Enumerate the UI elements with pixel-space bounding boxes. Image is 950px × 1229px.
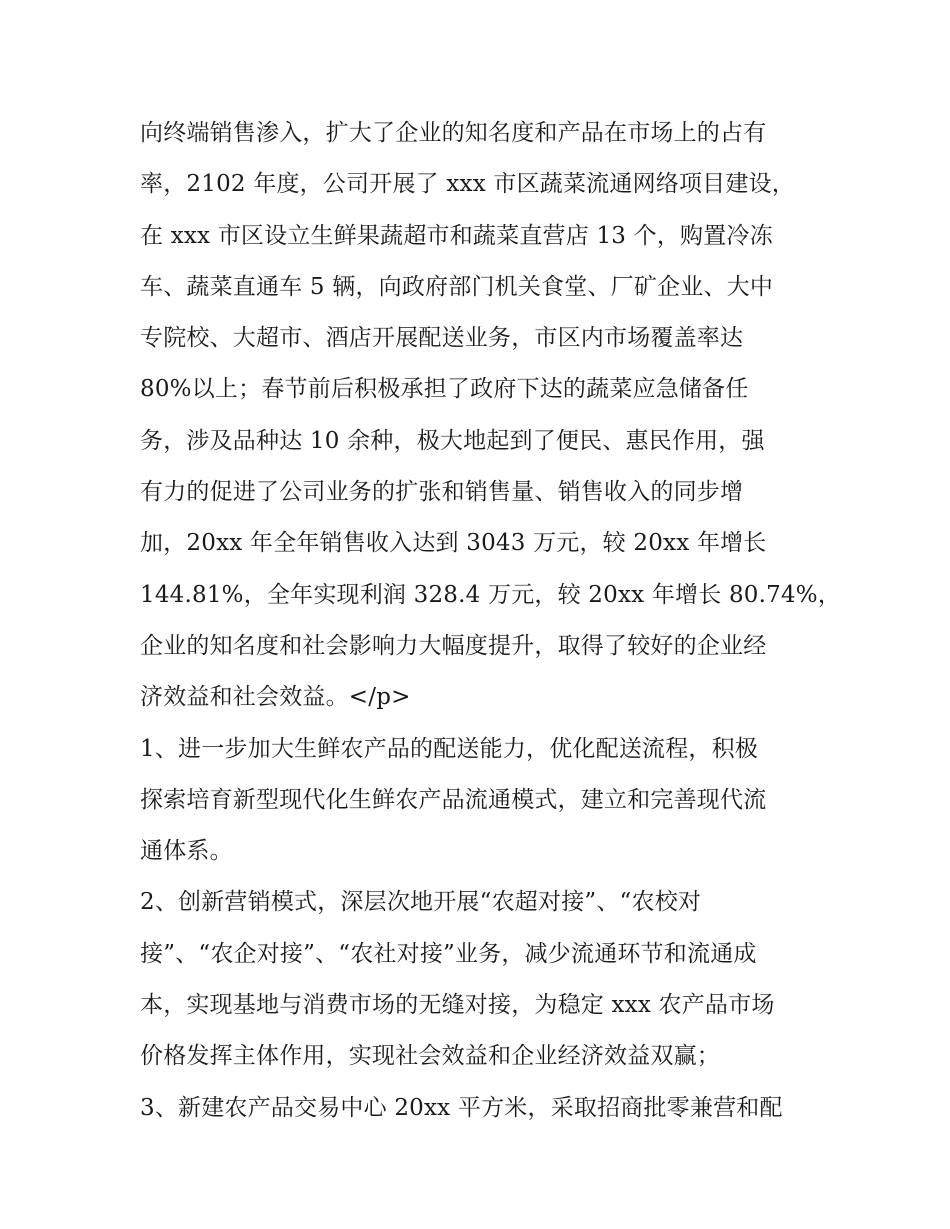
text-line: 率，2102 年度，公司开展了 xxx 市区蔬菜流通网络项目建设，	[140, 171, 795, 198]
list-item-1-line: 探索培育新型现代化生鲜农产品流通模式，建立和完善现代流	[140, 786, 767, 813]
text-line: 务，涉及品种达 10 余种，极大地起到了便民、惠民作用，强	[140, 427, 765, 454]
body-text	[140, 108, 842, 1134]
list-item-2-line: 2、创新营销模式，深层次地开展“农超对接”、“农校对	[140, 889, 702, 916]
text-line: 80%以上；春节前后积极承担了政府下达的蔬菜应急储备任	[140, 376, 749, 403]
text-line: 加，20xx 年全年销售收入达到 3043 万元，较 20xx 年增长	[140, 530, 767, 557]
list-item-1-line: 1、进一步加大生鲜农产品的配送能力，优化配送流程，积极	[140, 735, 759, 762]
text-line: 济效益和社会效益。</p>	[140, 684, 411, 711]
list-item-2-line: 价格发挥主体作用，实现社会效益和企业经济效益双赢；	[140, 1043, 720, 1070]
list-item-2-line: 接”、“农企对接”、“农社对接”业务，减少流通环节和流通成	[140, 940, 757, 967]
text-line: 企业的知名度和社会影响力大幅度提升，取得了较好的企业经	[140, 632, 767, 659]
text-line: 在 xxx 市区设立生鲜果蔬超市和蔬菜直营店 13 个，购置冷冻	[140, 222, 773, 249]
text-line: 车、蔬菜直通车 5 辆，向政府部门机关食堂、厂矿企业、大中	[140, 273, 774, 300]
list-item-1-line: 通体系。	[140, 838, 233, 865]
text-line: 向终端销售渗入，扩大了企业的知名度和产品在市场上的占有	[140, 120, 767, 146]
text-line: 专院校、大超市、酒店开展配送业务，市区内市场覆盖率达	[140, 325, 744, 352]
text-line: 有力的促进了公司业务的扩张和销售量、销售收入的同步增	[140, 479, 744, 506]
list-item-2-line: 本，实现基地与消费市场的无缝对接，为稳定 xxx 农产品市场	[140, 992, 775, 1019]
list-item-3-line: 3、新建农产品交易中心 20xx 平方米，采取招商批零兼营和配	[140, 1094, 783, 1121]
text-line: 144.81%，全年实现利润 328.4 万元，较 20xx 年增长 80.74%，	[140, 581, 842, 608]
